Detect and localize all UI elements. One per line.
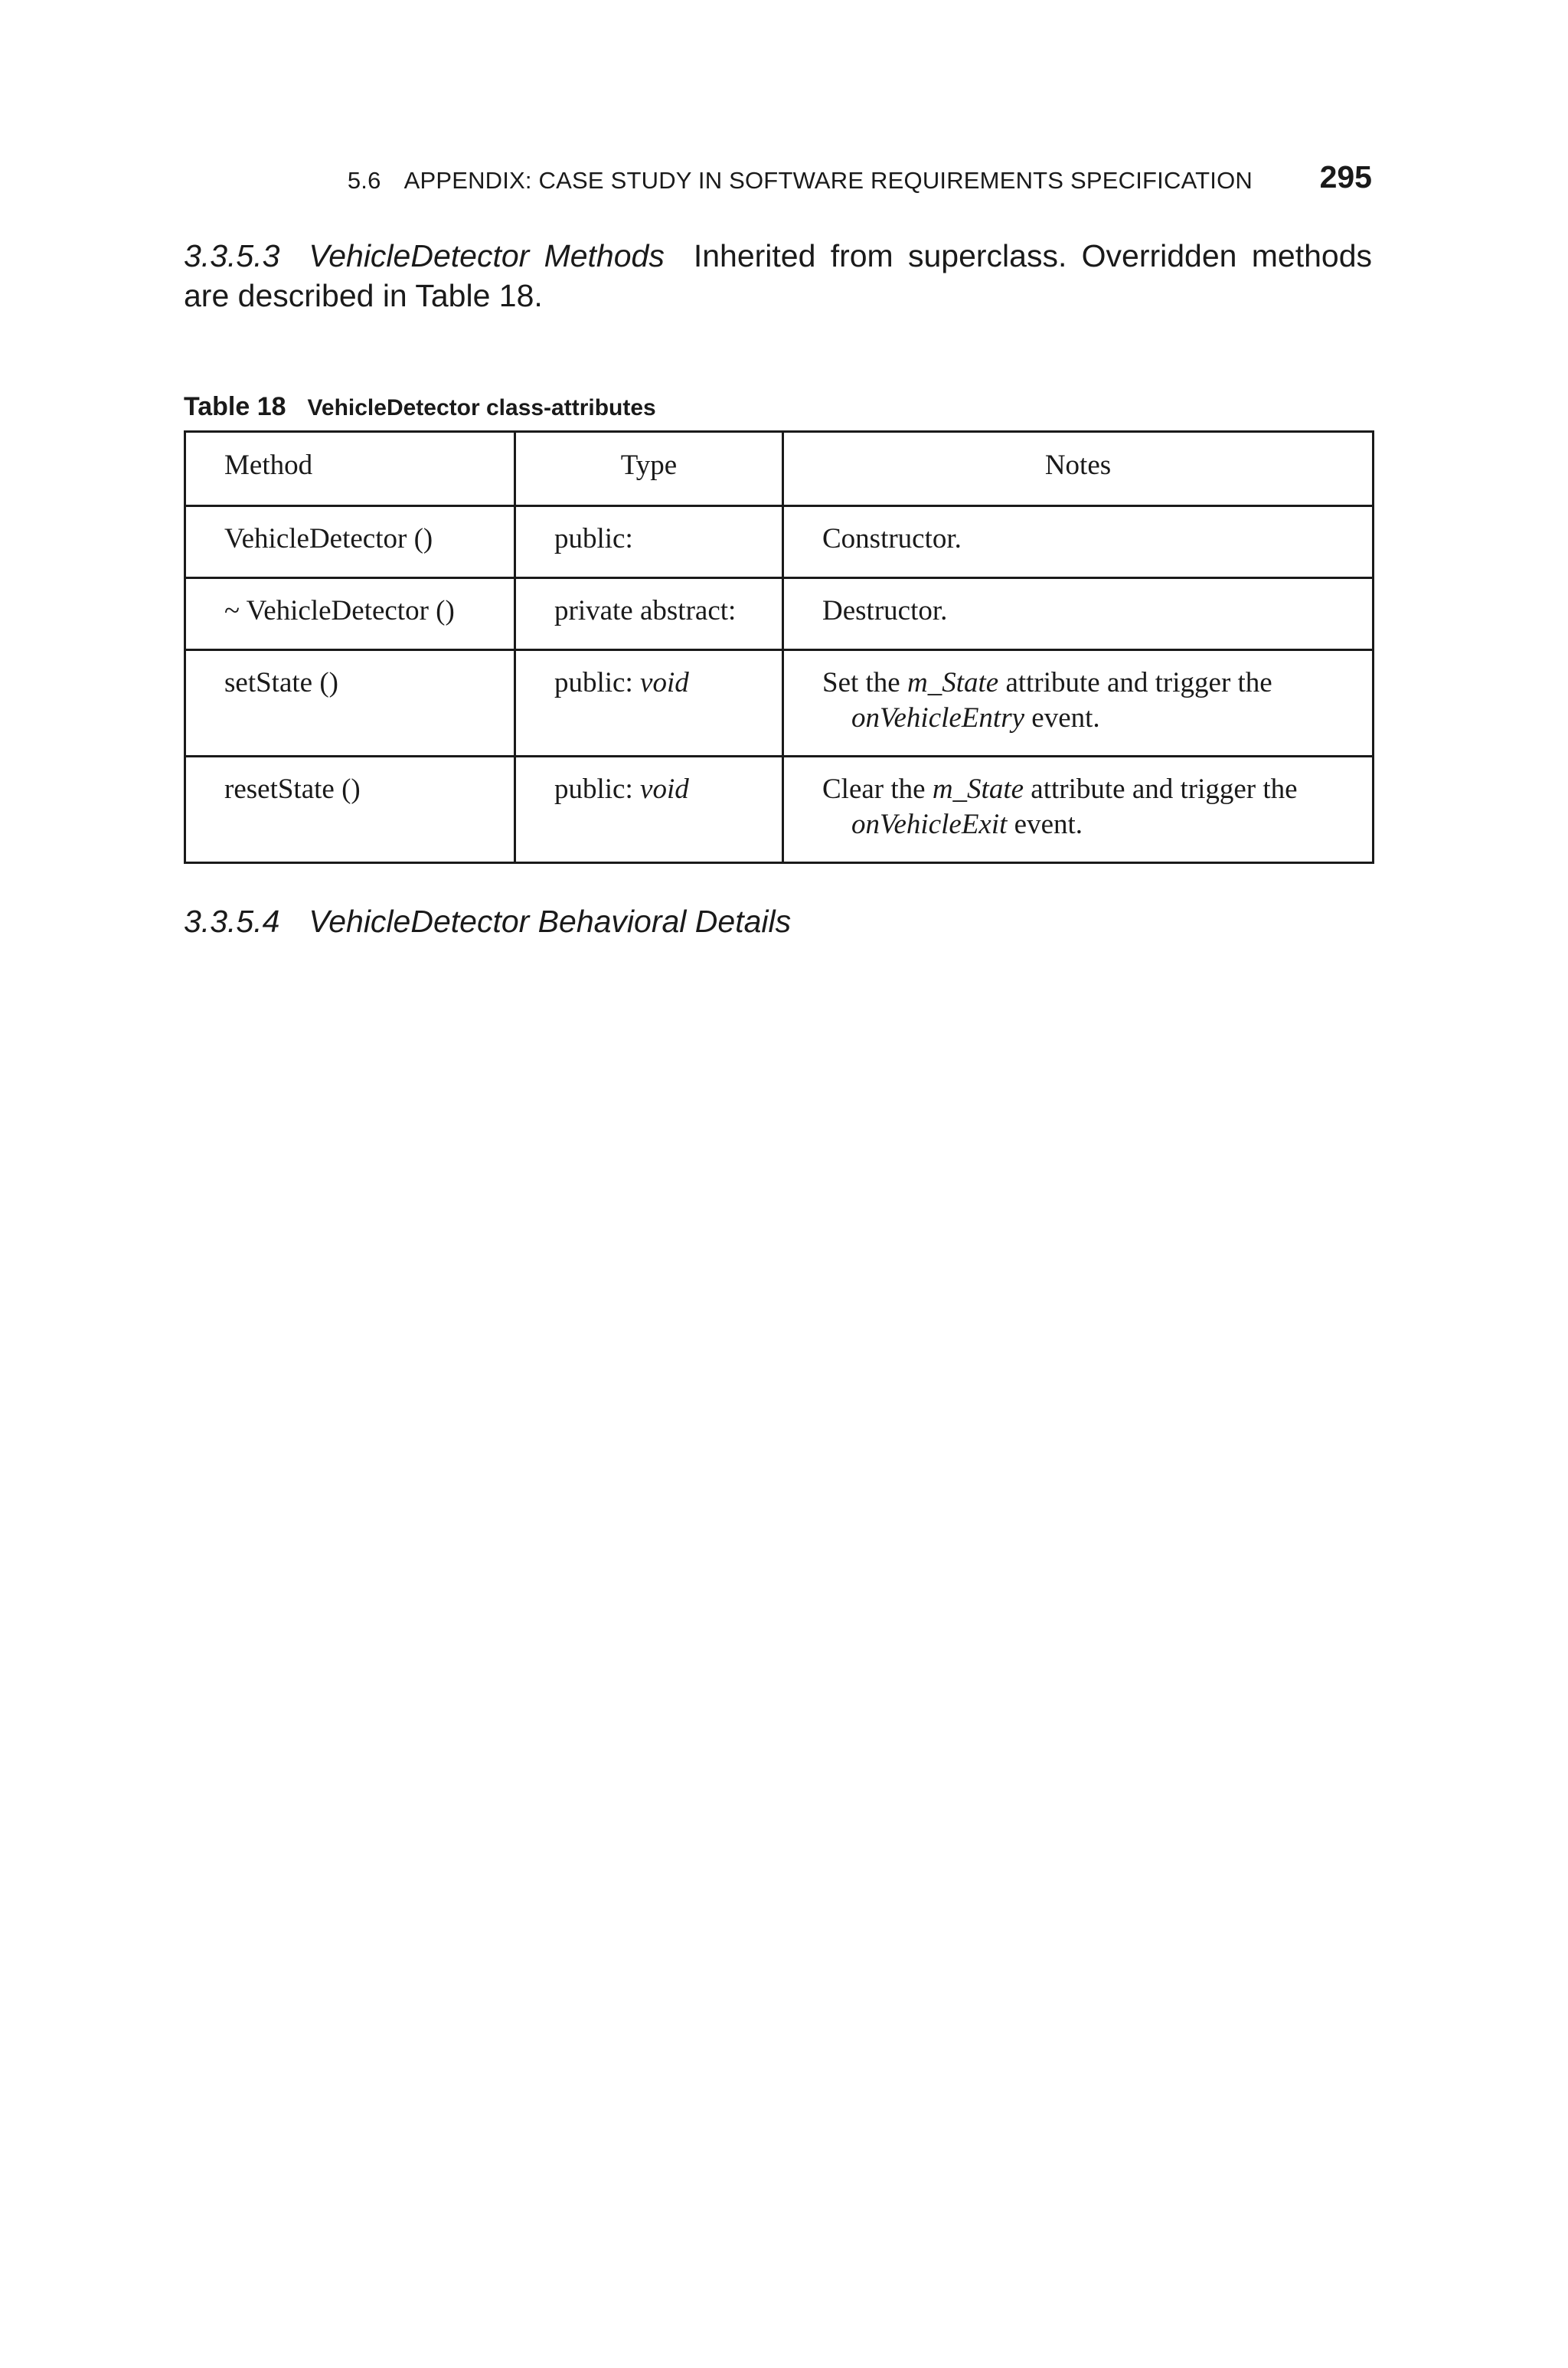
intro-text: Inherited from superclass. Overridden methods are described in Table 18.	[184, 238, 1372, 313]
notes-event: onVehicleExit	[851, 809, 1008, 840]
table-row	[185, 578, 1374, 650]
notes-text: event.	[1014, 809, 1083, 840]
methods-table	[184, 430, 1374, 864]
intro-paragraph	[184, 236, 1372, 316]
table-caption	[184, 392, 1372, 422]
type-return: void	[640, 667, 689, 698]
table-label: Table 18	[184, 392, 286, 421]
notes-cell	[783, 757, 1374, 863]
notes-text: Clear the	[822, 774, 926, 805]
type-prefix: public:	[554, 667, 633, 698]
running-header	[184, 159, 1372, 202]
intro-heading-title: VehicleDetector Methods	[309, 238, 665, 273]
intro-heading-number: 3.3.5.3	[184, 238, 280, 273]
method-cell: resetState ()	[185, 757, 515, 863]
method-cell: setState ()	[185, 650, 515, 757]
table-row	[185, 650, 1374, 757]
notes-event: onVehicleEntry	[851, 702, 1025, 734]
type-prefix: public:	[554, 774, 633, 805]
type-prefix: private abstract:	[554, 595, 737, 626]
method-cell: ~ VehicleDetector ()	[185, 578, 515, 650]
notes-line2	[822, 701, 1329, 736]
notes-text: attribute and trigger the	[1005, 667, 1272, 698]
table-header-row	[185, 432, 1374, 506]
subsection-heading	[184, 904, 791, 940]
notes-cell: Destructor.	[783, 578, 1374, 650]
page-number: 295	[1319, 159, 1372, 195]
table-row	[185, 506, 1374, 578]
type-cell	[515, 650, 783, 757]
running-title	[348, 167, 1253, 195]
notes-cell	[783, 650, 1374, 757]
type-cell	[515, 578, 783, 650]
running-section-title: APPENDIX: CASE STUDY IN SOFTWARE REQUIREMENTS SPECIFICATION	[403, 167, 1253, 194]
notes-text: event.	[1031, 702, 1100, 734]
notes-attribute: m_State	[906, 667, 999, 698]
type-return: void	[640, 774, 689, 805]
method-cell: VehicleDetector ()	[185, 506, 515, 578]
table-title: VehicleDetector class-attributes	[307, 395, 656, 420]
notes-cell: Constructor.	[783, 506, 1374, 578]
column-header-type: Type	[515, 432, 783, 506]
subsection-heading-number: 3.3.5.4	[184, 904, 280, 939]
notes-line2	[822, 807, 1329, 842]
running-section-number: 5.6	[347, 167, 381, 194]
table-row	[185, 757, 1374, 863]
type-cell	[515, 506, 783, 578]
notes-text: Set the	[822, 667, 900, 698]
subsection-heading-title: VehicleDetector Behavioral Details	[309, 904, 792, 939]
notes-attribute: m_State	[932, 774, 1024, 805]
column-header-method: Method	[185, 432, 515, 506]
column-header-notes: Notes	[783, 432, 1374, 506]
type-cell	[515, 757, 783, 863]
notes-text: attribute and trigger the	[1031, 774, 1298, 805]
type-prefix: public:	[554, 523, 633, 554]
